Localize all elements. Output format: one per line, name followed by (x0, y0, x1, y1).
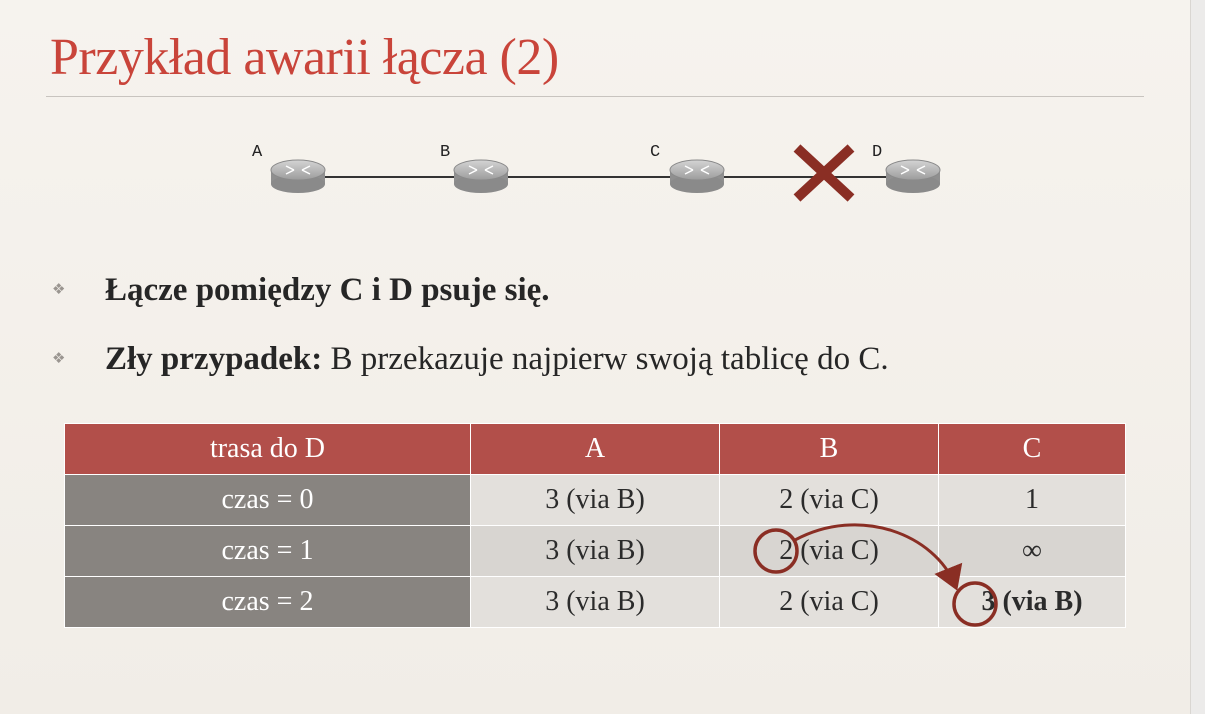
row-label-time-0: czas = 0 (65, 475, 471, 526)
cell-time1-b: 2 (via C) (720, 526, 939, 577)
link-failure-icon (797, 148, 851, 198)
node-label-c: C (650, 143, 661, 162)
slide-title: Przykład awarii łącza (2) (50, 29, 559, 86)
table-row (65, 577, 1126, 628)
bullet-1-bold: Łącze pomiędzy C i D psuje się. (105, 272, 550, 308)
node-label-a: A (252, 143, 263, 162)
header-b: B (720, 424, 939, 475)
routing-table (64, 423, 1126, 628)
cell-time1-c: ∞ (939, 526, 1126, 577)
cell-time2-c: 3 (via B) (939, 577, 1126, 628)
router-b-icon (454, 160, 508, 193)
network-diagram (0, 0, 1190, 260)
cell-time2-b: 2 (via C) (720, 577, 939, 628)
window-edge (1190, 0, 1205, 714)
cell-time0-a: 3 (via B) (471, 475, 720, 526)
table-row (65, 475, 1126, 526)
table-row (65, 526, 1126, 577)
row-label-time-2: czas = 2 (65, 577, 471, 628)
bullet-text-1 (105, 272, 550, 309)
cell-time0-c: 1 (939, 475, 1126, 526)
bullet-2-bold: Zły przypadek: (105, 341, 323, 377)
header-route-to-d: trasa do D (65, 424, 471, 475)
row-label-time-1: czas = 1 (65, 526, 471, 577)
header-a: A (471, 424, 720, 475)
header-c: C (939, 424, 1126, 475)
bullet-text-2 (105, 341, 889, 378)
bullet-2-rest: B przekazuje najpierw swoją tablicę do C. (322, 341, 889, 377)
node-label-b: B (440, 143, 451, 162)
cell-time2-a: 3 (via B) (471, 577, 720, 628)
router-c-icon (670, 160, 724, 193)
table-header-row (65, 424, 1126, 475)
bullet-glyph-2: ❖ (52, 349, 66, 367)
bullet-glyph-1: ❖ (52, 280, 66, 298)
router-a-icon (271, 160, 325, 193)
node-label-d: D (872, 143, 883, 162)
router-d-icon (886, 160, 940, 193)
cell-time1-a: 3 (via B) (471, 526, 720, 577)
cell-time0-b: 2 (via C) (720, 475, 939, 526)
